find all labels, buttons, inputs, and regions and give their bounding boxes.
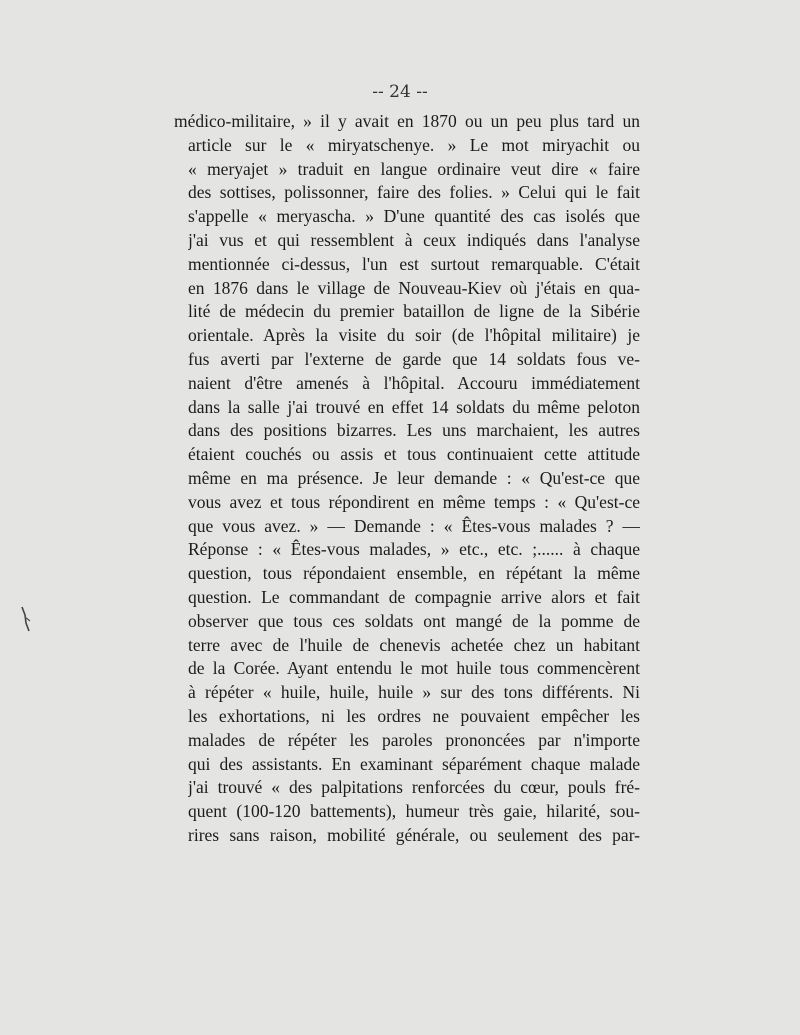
page-number: -- 24 -- bbox=[372, 82, 428, 102]
text-line: fus averti par l'externe de garde que 14 soldats fous ve- bbox=[188, 348, 640, 369]
text-line: Réponse : « Êtes-vous malades, » etc., etc. ;...... à chaque bbox=[188, 539, 640, 560]
margin-ink-mark bbox=[20, 605, 34, 633]
text-line: observer que tous ces soldats ont mangé de la pomme de bbox=[188, 610, 640, 631]
text-line: rires sans raison, mobilité générale, ou seulement des par- bbox=[188, 824, 640, 845]
text-line: médico-militaire, » il y avait en 1870 ou un peu plus tard un bbox=[174, 111, 640, 131]
text-line: naient d'être amenés à l'hôpital. Accouru immédiatement bbox=[188, 372, 640, 393]
text-line: mentionnée ci-dessus, l'un est surtout remarquable. C'était bbox=[188, 253, 640, 274]
text-line: même en ma présence. Je leur demande : « Qu'est-ce que bbox=[188, 467, 640, 488]
text-line: article sur le « miryatschenye. » Le mot miryachit ou bbox=[188, 134, 640, 155]
text-line: qui des assistants. En examinant séparément chaque malade bbox=[188, 753, 640, 774]
text-line: vous avez et tous répondirent en même temps : « Qu'est-ce bbox=[188, 491, 640, 512]
text-line: étaient couchés ou assis et tous continuaient cette attitude bbox=[188, 444, 640, 465]
text-line: lité de médecin du premier bataillon de ligne de la Sibérie bbox=[188, 301, 640, 322]
text-line: dans des positions bizarres. Les uns marchaient, les autres bbox=[188, 420, 640, 441]
text-line: à répéter « huile, huile, huile » sur des tons différents. Ni bbox=[188, 682, 640, 703]
text-line: quent (100-120 battements), humeur très gaie, hilarité, sou- bbox=[188, 801, 640, 822]
text-line: de la Corée. Ayant entendu le mot huile tous commencèrent bbox=[188, 658, 640, 679]
text-line: terre avec de l'huile de chenevis achetée chez un habitant bbox=[188, 634, 640, 655]
text-line: question. Le commandant de compagnie arrive alors et fait bbox=[188, 586, 640, 607]
text-line: orientale. Après la visite du soir (de l'hôpital militaire) je bbox=[188, 325, 640, 346]
text-line: dans la salle j'ai trouvé en effet 14 soldats du même peloton bbox=[188, 396, 640, 417]
body-text bbox=[174, 110, 640, 848]
text-line: j'ai trouvé « des palpitations renforcées du cœur, pouls fré- bbox=[188, 777, 640, 798]
text-line: « meryajet » traduit en langue ordinaire veut dire « faire bbox=[188, 158, 640, 179]
text-line: que vous avez. » — Demande : « Êtes-vous malades ? — bbox=[188, 515, 640, 536]
text-line: en 1876 dans le village de Nouveau-Kiev où j'étais en qua- bbox=[188, 277, 640, 298]
text-line: j'ai vus et qui ressemblent à ceux indiqués dans l'analyse bbox=[188, 229, 640, 250]
text-line: malades de répéter les paroles prononcées par n'importe bbox=[188, 729, 640, 750]
text-line: les exhortations, ni les ordres ne pouvaient empêcher les bbox=[188, 705, 640, 726]
text-line: des sottises, polissonner, faire des folies. » Celui qui le fait bbox=[188, 182, 640, 203]
text-line: question, tous répondaient ensemble, en répétant la même bbox=[188, 563, 640, 584]
text-line: s'appelle « meryascha. » D'une quantité des cas isolés que bbox=[188, 206, 640, 227]
